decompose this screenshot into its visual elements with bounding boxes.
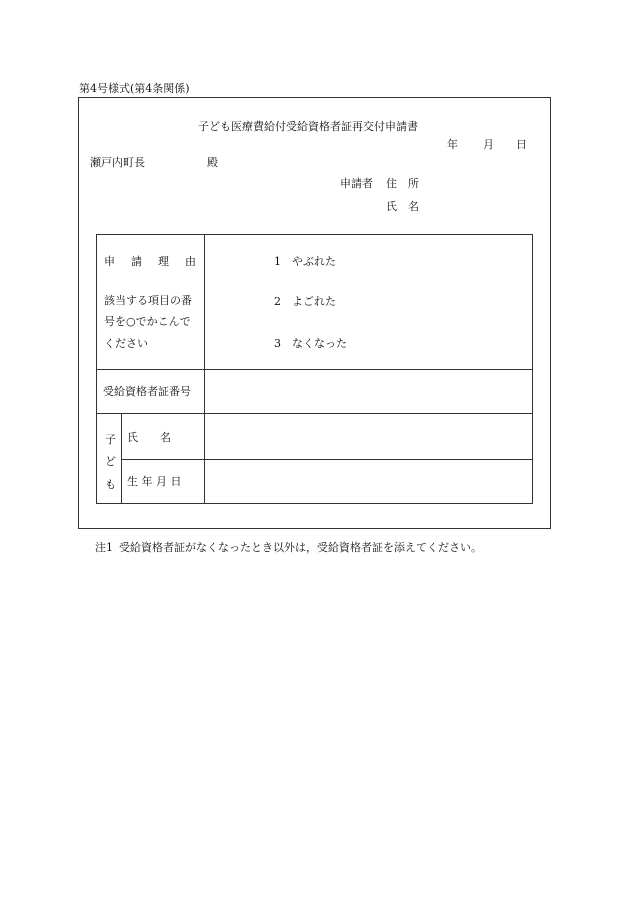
child-label-char-2: ど [105,455,116,468]
reason-option-1-text: やぶれた [292,255,336,268]
child-label-char-1: 子 [105,433,116,446]
row-divider-name [121,459,532,460]
cert-number-label: 受給資格者証番号 [103,385,191,398]
reason-option-2-text: よごれた [292,295,336,308]
date-year-label: 年 [447,138,458,151]
reason-option-1-number: 1 [274,255,281,268]
reason-instruction-line-1: 該当する項目の番 [104,294,192,307]
child-name-label: 氏 名 [127,431,171,444]
reason-header-char: 請 [131,255,142,268]
applicant-label: 申請者 [340,177,373,190]
reason-header-char: 由 [185,255,196,268]
form-title: 子ども医療費給付受給資格者証再交付申請書 [198,120,418,133]
addressee-name: 瀬戸内町長 [90,156,145,169]
reason-option-2-number: 2 [274,295,281,308]
date-day-label: 日 [516,138,527,151]
reason-header-char: 理 [158,255,169,268]
reason-option-3-text: なくなった [292,337,347,350]
form-number: 第4号様式(第4条関係) [79,82,190,95]
note-label: 注1 [95,541,113,554]
row-divider-cert [97,413,532,414]
note-text: 受給資格者証がなくなったとき以外は，受給資格者証を添えてください。 [119,541,482,554]
row-divider-reason [97,369,532,370]
child-column-divider [121,413,122,503]
applicant-address-label: 住 所 [386,177,419,190]
date-month-label: 月 [483,138,494,151]
reason-instruction-line-2: 号を○でかこんで [104,315,191,328]
reason-option-3-number: 3 [274,337,281,350]
addressee-honorific: 殿 [207,156,218,169]
child-label-char-3: も [105,478,116,491]
child-birth-label: 生 年 月 日 [127,475,182,488]
reason-header [104,256,196,267]
reason-header-char: 申 [104,255,115,268]
applicant-name-label: 氏 名 [386,200,419,213]
reason-instruction-line-3: ください [104,337,148,350]
application-table [96,234,533,504]
